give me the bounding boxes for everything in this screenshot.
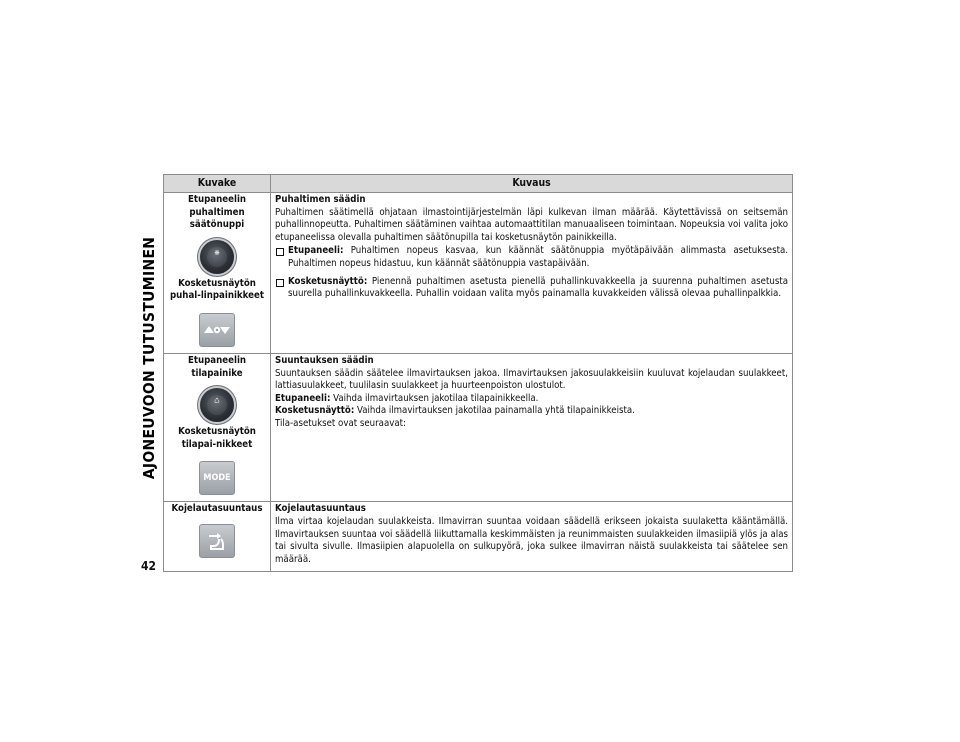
- icon-label: Kojelautasuuntaus: [171, 503, 263, 515]
- dash-vent-icon: [199, 524, 235, 558]
- description-cell: [271, 502, 793, 572]
- row-paragraph: Puhaltimen säätimellä ohjataan ilmastointijärjestelmän läpi kulkevan ilman määrää. Käytettävissä on seitsemän puhallinnopeutta. Puhaltimen säätäminen vaihtaa automaattitilan manuaaliseen toimintaan. Nopeuksia voi valita joko etupaneelissa olevalla puhaltimen säätönupilla tai kosketusnäytön painikkeilla.: [275, 206, 788, 243]
- icon-cell: [164, 502, 271, 572]
- section-side-title-text: AJONEUVOON TUTUSTUMINEN: [140, 236, 159, 479]
- mode-button-icon: MODE: [199, 461, 235, 495]
- column-header-icon: Kuvake: [164, 175, 271, 193]
- list-item: Kosketusnäyttö: Vaihda ilmavirtauksen jakotilaa painamalla yhtä tilapainikkeista.: [275, 405, 635, 417]
- mode-knob-icon: ♺: [200, 388, 234, 422]
- row-footer: Tila-asetukset ovat seuraavat:: [275, 417, 406, 429]
- icon-label: Etupaneelin puhaltimen säätönuppi: [187, 194, 247, 231]
- row-paragraph: Suuntauksen säädin säätelee ilmavirtauksen jakoa. Ilmavirtauksen jakosuulakkeisiin kuuluvat kojelaudan suulakkeet, lattiasuulakkeet, tuulilasin suulakkeet ja huurteenpoiston ulostulot.: [275, 367, 788, 392]
- checkbox-bullet-icon: [276, 248, 284, 256]
- table-row: [164, 193, 793, 354]
- description-cell: [271, 193, 793, 354]
- list-item: Etupaneeli: Vaihda ilmavirtauksen jakotilaa tilapainikkeella.: [275, 392, 539, 404]
- checkbox-bullet-icon: [276, 279, 284, 287]
- icon-cell: [164, 353, 271, 501]
- table-row: [164, 353, 793, 501]
- list-item: Etupaneeli: Puhaltimen nopeus kasvaa, kun käännät säätönuppia myötäpäivään alimmasta asetuksesta. Puhaltimen nopeus hidastuu, kun käännät säätönuppia vastapäivään.: [275, 245, 788, 270]
- row-title: Puhaltimen säädin: [275, 194, 366, 205]
- column-header-description: Kuvaus: [271, 175, 793, 193]
- icon-label: Etupaneelin tilapainike: [187, 354, 247, 379]
- page-number: 42: [141, 559, 157, 573]
- table-header-row: [164, 175, 793, 193]
- row-title: Suuntauksen säädin: [275, 354, 374, 366]
- section-side-title: [138, 175, 160, 540]
- fan-buttons-icon: [199, 313, 235, 347]
- icon-label: Kosketusnäytön puhal-linpainikkeet: [169, 277, 264, 302]
- row-title: Kojelautasuuntaus: [275, 503, 366, 515]
- icon-cell: [164, 193, 271, 354]
- icon-label: Kosketusnäytön tilapai-nikkeet: [178, 426, 256, 450]
- row-paragraph: Ilma virtaa kojelaudan suulakkeista. Ilmavirran suuntaa voidaan säädellä erikseen jokaista suulaketta kääntämällä. Ilmavirtauksen suuntaa voi säädellä liikuttamalla keskimmäisten ja reunimmaisten suulakkeiden ilmasiipiä ylös ja alas tai sivulta sivulle. Ilmasiipien alapuolella on sulkupyörä, joka sulkee ilmavirran näistä suulakkeista tai säätelee sen määrää.: [275, 515, 788, 565]
- list-item: Kosketusnäyttö: Pienennä puhaltimen asetusta pienellä puhallinkuvakkeella ja suurenna puhaltimen asetusta suurella puhallinkuvakkeella. Puhallin voidaan valita myös painamalla kuvakkeiden välissä olevaa puhallinpalkkia.: [275, 276, 788, 301]
- table-row: [164, 502, 793, 572]
- description-cell: [271, 353, 793, 501]
- controls-table: [163, 174, 793, 572]
- fan-knob-icon: ❋: [200, 240, 234, 274]
